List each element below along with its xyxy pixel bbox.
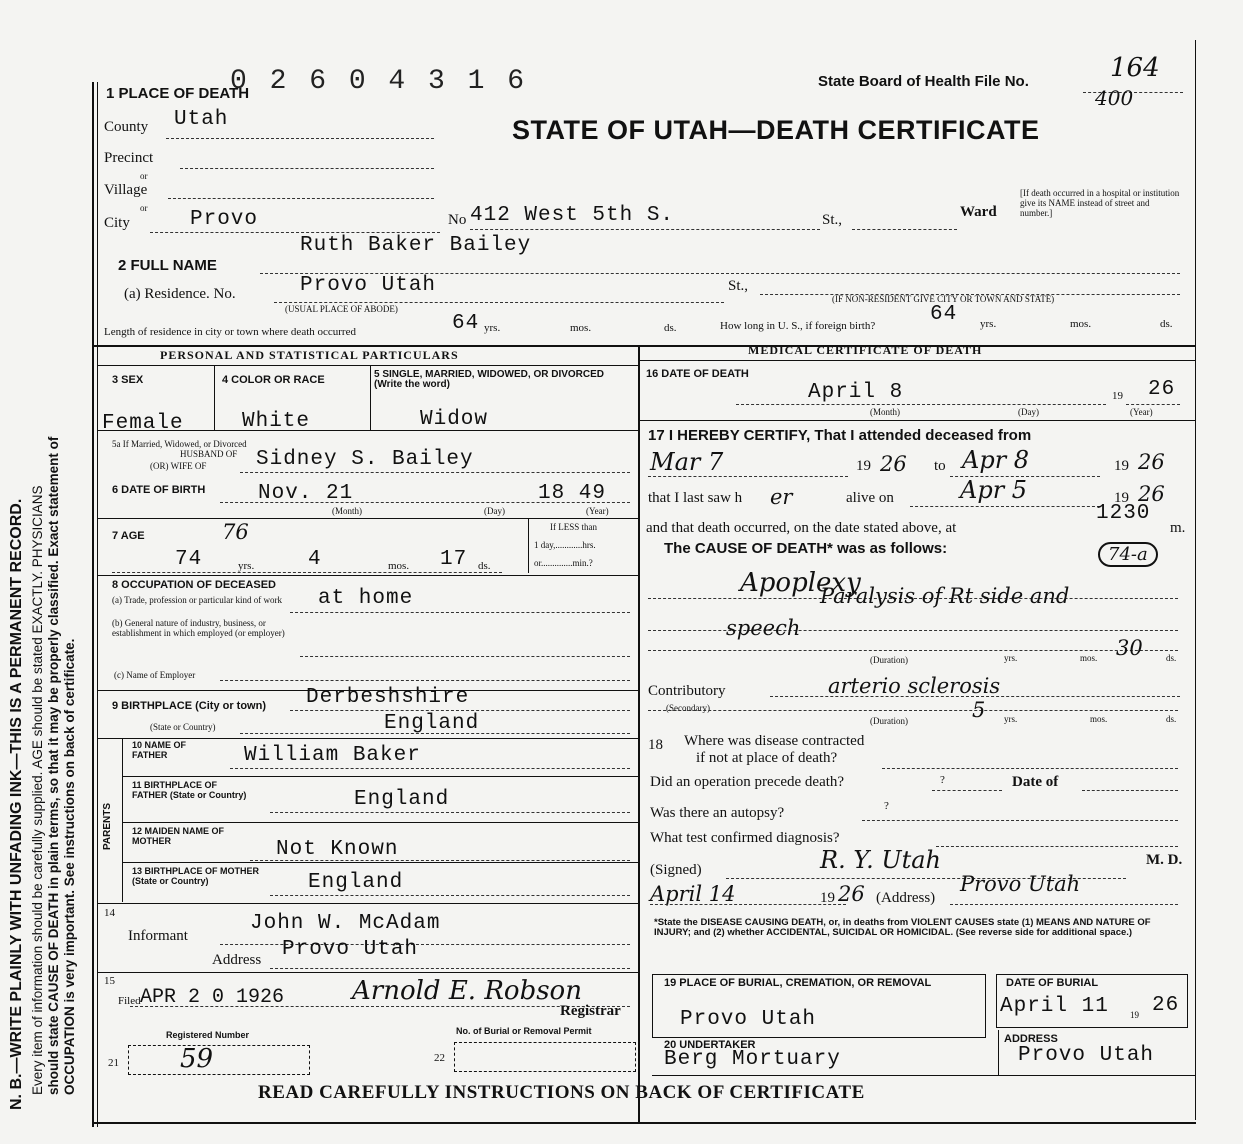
how-long-value: 64 (930, 303, 958, 326)
birthplace-country: England (384, 712, 480, 735)
side-note-4: OCCUPATION is very important. See instructions on back of certificate. (62, 638, 77, 1095)
date-of-death-year: 26 (1148, 378, 1176, 401)
registered-number-label: Registered Number (166, 1030, 250, 1040)
death-time: 1230 (1096, 502, 1151, 525)
side-note-2: Every item of information should be carefully supplied. AGE should be stated EXACTLY. PHYSICIANS (30, 485, 45, 1095)
undertaker-label: 20 UNDERTAKER (664, 1039, 756, 1051)
father-value: William Baker (244, 744, 421, 767)
age-label: 7 AGE (112, 530, 145, 542)
precinct-label: Precinct (104, 150, 154, 166)
length-label: Length of residence in city or town where death occurred (104, 326, 356, 338)
ward-label: Ward (960, 204, 997, 220)
contributory-duration: 5 (972, 698, 986, 722)
certificate-title: STATE OF UTAH—DEATH CERTIFICATE (512, 115, 1040, 145)
date-of-death: April 8 (808, 381, 904, 404)
no-label: No (448, 212, 467, 228)
burial-permit-box (454, 1042, 636, 1072)
informant-value: John W. McAdam (250, 912, 441, 935)
mother-value: Not Known (276, 838, 399, 861)
residence-value: Provo Utah (300, 274, 437, 297)
death-occurred-text: and that death occurred, on the date stated above, at (646, 520, 957, 536)
mother-birthplace-label: 13 BIRTHPLACE OF MOTHER (State or Country) (132, 866, 260, 886)
age-correction: 76 (222, 520, 249, 544)
registrar-signature: Arnold E. Robson (352, 976, 582, 1006)
contributory-label: Contributory (648, 683, 726, 699)
age-days: 17 (440, 548, 468, 571)
attended-to-year: 26 (1138, 450, 1165, 474)
color-value: White (242, 410, 311, 433)
full-name-value: Ruth Baker Bailey (300, 234, 532, 257)
undertaker-address: Provo Utah (1018, 1044, 1155, 1067)
sex-label: 3 SEX (112, 374, 144, 386)
usual-place-label: (USUAL PLACE OF ABODE) (285, 304, 398, 314)
how-long-label: How long in U. S., if foreign birth? (720, 320, 876, 332)
age-months: 4 (308, 548, 322, 571)
county-label: County (104, 119, 149, 135)
undertaker-address-label: ADDRESS (1004, 1033, 1058, 1045)
autopsy-text: Was there an autopsy? (650, 805, 785, 821)
signed-label: (Signed) (650, 862, 702, 878)
father-birthplace-label: 11 BIRTHPLACE OF FATHER (State or Country) (132, 780, 247, 800)
cause-line-1: Apoplexy (740, 568, 861, 598)
occupation-value: at home (318, 587, 414, 610)
footnote: *State the DISEASE CAUSING DEATH, or, in deaths from VIOLENT CAUSES state (1) MEANS AND NATURE OF INJURY; and (2) whether ACCIDENTAL, SUICIDAL OR HOMICIDAL. (See reverse side for additional space.) (654, 917, 1151, 938)
registered-number-box (128, 1045, 310, 1075)
length-value: 64 (452, 312, 480, 335)
file-no-label: State Board of Health File No. (818, 73, 1029, 90)
father-birthplace: England (354, 788, 450, 811)
street-value: 412 West 5th S. (470, 204, 675, 227)
file-no-value: 164 (1110, 53, 1160, 83)
side-note-3: should state CAUSE OF DEATH in plain terms, so that it may be properly classified. Exact statement of (46, 436, 61, 1095)
frame-left (92, 82, 94, 1127)
birthplace-city: Derbeshshire (306, 686, 470, 709)
burial-place: Provo Utah (680, 1008, 817, 1031)
spouse-value: Sidney S. Bailey (256, 448, 474, 471)
village-label: Village (104, 182, 148, 198)
physician-address: Provo Utah (960, 872, 1081, 896)
dob-year: 18 49 (538, 482, 607, 505)
attended-from-year: 26 (880, 452, 907, 476)
dob-month: Nov. 21 (258, 482, 354, 505)
operation-text: Did an operation precede death? (650, 774, 845, 790)
birthplace-label: 9 BIRTHPLACE (City or town) (112, 700, 266, 712)
informant-address-label: Address (212, 952, 262, 968)
burial-permit-label: No. of Burial or Removal Permit (456, 1026, 592, 1036)
cause-line-2: Paralysis of Rt side and (820, 584, 1070, 608)
duration-months: 30 (1116, 636, 1143, 660)
burial-date: April 11 (1000, 995, 1109, 1018)
date-of-death-label: 16 DATE OF DEATH (646, 368, 749, 380)
sign-year: 26 (838, 882, 865, 906)
marital-value: Widow (420, 408, 489, 431)
marital-label: 5 SINGLE, MARRIED, WIDOWED, OR DIVORCED (Write the word) (374, 369, 605, 390)
frame-right (1195, 40, 1196, 1120)
st-label: St., (822, 212, 843, 228)
attended-to: Apr 8 (962, 446, 1030, 474)
physician-signature: R. Y. Utah (820, 846, 941, 874)
father-label: 10 NAME OF FATHER (132, 740, 187, 760)
full-name-label: 2 FULL NAME (118, 257, 217, 274)
frame-bottom (92, 1122, 1196, 1124)
cause-line-3: speech (726, 616, 801, 640)
burial-date-label: DATE OF BURIAL (1006, 977, 1099, 989)
sign-date: April 14 (650, 882, 736, 906)
q18-text-2: if not at place of death? (696, 750, 838, 766)
burial-label: 19 PLACE OF BURIAL, CREMATION, OR REMOVAL (664, 977, 932, 989)
mother-birthplace: England (308, 871, 404, 894)
last-saw-year: 26 (1138, 482, 1165, 506)
undertaker-value: Berg Mortuary (664, 1048, 841, 1071)
filed-label: Filed (118, 995, 141, 1007)
place-of-death-label: 1 PLACE OF DEATH (106, 85, 250, 102)
filed-date: APR 2 0 1926 (140, 986, 285, 1009)
footer-instructions: READ CAREFULLY INSTRUCTIONS ON BACK OF CERTIFICATE (258, 1082, 865, 1103)
cause-code: 74-a (1098, 542, 1158, 567)
informant-address: Provo Utah (282, 938, 419, 961)
dob-label: 6 DATE OF BIRTH (112, 484, 206, 496)
residence-label: (a) Residence. No. (124, 286, 236, 302)
nonres-note: (IF NON-RESIDENT GIVE CITY OR TOWN AND STATE) (832, 294, 1055, 304)
section-center-rule (638, 345, 640, 1122)
sex-value: Female (102, 412, 184, 435)
section-top-rule (92, 345, 1196, 347)
cause-label: The CAUSE OF DEATH* was as follows: (664, 540, 948, 557)
city-value: Provo (190, 208, 259, 231)
certify-text: 17 I HEREBY CERTIFY, That I attended deceased from (648, 427, 1032, 444)
mother-label: 12 MAIDEN NAME OF MOTHER (132, 826, 225, 846)
attended-from: Mar 7 (650, 448, 724, 476)
parents-label: PARENTS (102, 802, 113, 850)
burial-year: 26 (1152, 994, 1180, 1017)
registered-number: 59 (180, 1044, 214, 1074)
city-label: City (104, 215, 130, 231)
medical-section-title: MEDICAL CERTIFICATE OF DEATH (748, 343, 983, 357)
q18-text-1: Where was disease contracted (684, 733, 865, 749)
occupation-label: 8 OCCUPATION OF DECEASED (112, 579, 276, 591)
contributory-value: arterio sclerosis (828, 674, 1001, 698)
county-value: Utah (174, 108, 229, 131)
md-label: M. D. (1146, 852, 1183, 868)
stamp-number: 0 2 6 0 4 3 1 6 (230, 66, 528, 97)
age-years: 74 (175, 548, 203, 571)
personal-section-title: PERSONAL AND STATISTICAL PARTICULARS (160, 348, 459, 362)
side-note-1: N. B.—WRITE PLAINLY WITH UNFADING INK—THIS IS A PERMANENT RECORD. (8, 498, 25, 1110)
ward-note: [If death occurred in a hospital or institution give its NAME instead of street and number.] (1020, 188, 1180, 218)
frame-left-inner (97, 82, 98, 1127)
registrar-label: Registrar (560, 1003, 621, 1019)
last-saw-text: that I last saw h (648, 490, 743, 506)
color-label: 4 COLOR OR RACE (222, 374, 325, 386)
test-text: What test confirmed diagnosis? (650, 830, 840, 846)
file-no-value-2: 400 (1095, 86, 1134, 110)
informant-label: Informant (128, 928, 188, 944)
last-saw-date: Apr 5 (960, 476, 1028, 504)
